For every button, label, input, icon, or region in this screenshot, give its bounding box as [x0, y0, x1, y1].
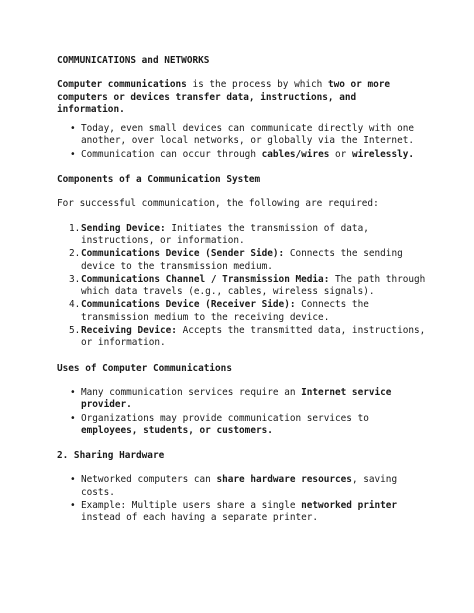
list-item — [57, 500, 427, 525]
list-item — [57, 325, 427, 350]
components-lead: For successful communication, the following are required: — [57, 198, 379, 210]
list-item-emphasis: share hardware resources — [216, 474, 352, 486]
list-item — [57, 274, 427, 299]
bullet-icon: • — [70, 412, 76, 424]
bullet-icon: • — [70, 474, 76, 486]
list-item — [57, 474, 427, 499]
list-item-emphasis: wirelessly. — [351, 148, 415, 160]
list-item — [57, 149, 427, 161]
document-page — [57, 55, 427, 526]
list-number: 1. — [69, 222, 81, 234]
bullet-icon: • — [70, 386, 76, 398]
uses-bullet-list — [57, 387, 427, 437]
intro-emphasis: two or more computers or devices transfer data, instructions, and information. — [57, 79, 391, 115]
document-title: COMMUNICATIONS and NETWORKS — [57, 55, 210, 66]
list-item-label: Communications Device (Receiver Side): — [81, 299, 296, 311]
intro-term: Computer communications — [57, 79, 187, 91]
intro-text: is the process by which — [186, 79, 328, 91]
list-item-emphasis: Internet service provider. — [81, 386, 392, 411]
section-heading-components: Components of a Communication System — [57, 174, 261, 186]
list-item — [57, 223, 427, 248]
list-item-text: Organizations may provide communication services to — [81, 412, 369, 424]
list-item — [57, 413, 427, 438]
list-item-text: or — [329, 148, 352, 160]
intro-bullet-list — [57, 123, 427, 161]
list-item-text: The path through which data travels (e.g., cables, wireless signals). — [81, 273, 426, 298]
list-item-text: Example: Multiple users share a single — [81, 500, 302, 512]
list-item-emphasis: employees, students, or customers. — [81, 424, 273, 436]
sharing-bullet-list — [57, 474, 427, 524]
bullet-icon: • — [70, 148, 76, 160]
list-item-label: Communications Channel / Transmission Media: — [81, 273, 330, 285]
list-item-text: Networked computers can — [81, 474, 217, 486]
list-item-text: Accepts the transmitted data, instructions, or information. — [81, 325, 426, 349]
list-item-text: Many communication services require an — [81, 386, 302, 398]
list-item-label: Sending Device: — [81, 222, 166, 234]
list-number: 3. — [69, 273, 81, 285]
list-number: 4. — [69, 299, 81, 311]
list-item-text: Today, even small devices can communicate directly with one another, over local networks, or globally via the Internet. — [81, 123, 415, 147]
list-item — [57, 387, 427, 412]
list-item-emphasis: cables/wires — [261, 148, 330, 160]
list-number: 5. — [69, 325, 81, 337]
section-heading-uses: Uses of Computer Communications — [57, 362, 232, 374]
list-item — [57, 248, 427, 273]
list-item-emphasis: networked printer — [301, 500, 398, 512]
list-number: 2. — [69, 248, 81, 260]
bullet-icon: • — [70, 123, 76, 135]
list-item-text: Connects the sending device to the transmission medium. — [81, 248, 403, 272]
components-list — [57, 223, 427, 350]
list-item-text: instead of each having a separate printer. — [81, 512, 319, 524]
list-item — [57, 123, 427, 148]
list-item-label: Receiving Device: — [81, 325, 177, 337]
list-item-text: , saving costs. — [81, 474, 398, 498]
intro-paragraph — [57, 79, 427, 116]
bullet-icon: • — [70, 500, 76, 512]
list-item-text: Initiates the transmission of data, instructions, or information. — [81, 222, 369, 246]
list-item-text: Connects the transmission medium to the receiving device. — [81, 299, 369, 323]
list-item-label: Communications Device (Sender Side): — [81, 248, 285, 260]
list-item-text: Communication can occur through — [81, 148, 262, 160]
list-item — [57, 299, 427, 324]
section-heading-sharing-hardware: 2. Sharing Hardware — [57, 450, 165, 462]
